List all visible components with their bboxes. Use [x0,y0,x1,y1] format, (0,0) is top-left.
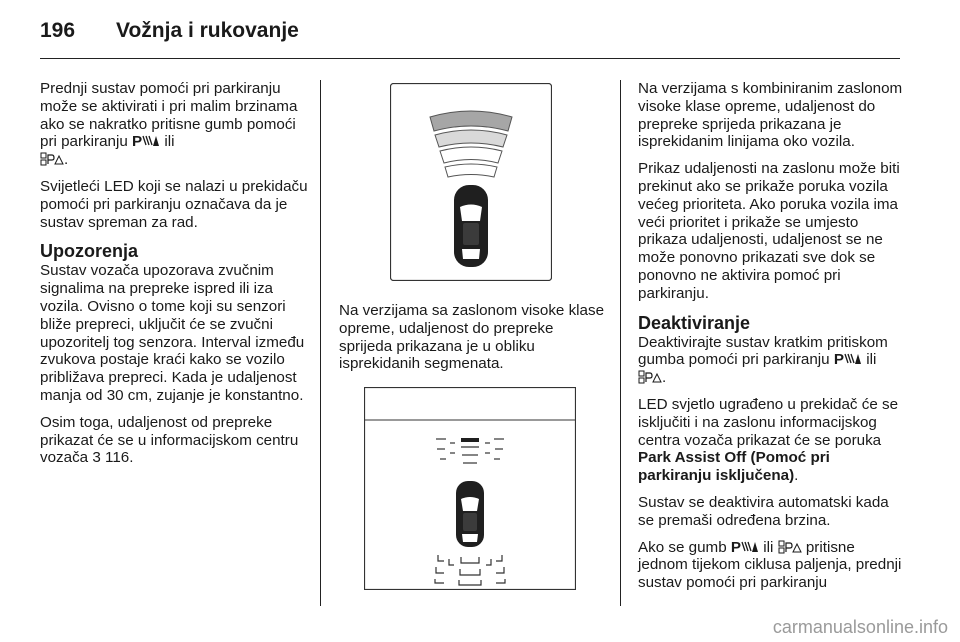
park-assist-alt-button-icon [638,369,662,386]
paragraph-priority: Prikaz udaljenosti na zaslonu može biti prekinut ako se prikaže poruka vozila većeg prioriteta. Ako poruka vozila ima veći prioritet i prikaže se umjesto prikaza udaljenosti, udaljenost se ne može ponovno prikazati sve dok se ponovno ne aktivira pomoć pri parkiranju. [638,160,900,302]
paragraph-auto-deactivate: Sustav se deaktivira automatski kada se premaši određena brzina. [638,493,889,529]
column-divider-2 [620,80,621,606]
figure-caption: Na verzijama sa zaslonom visoke klase opreme, udaljenost do prepreke sprijeda prikazana je u obliku isprekidanih segmenata. [339,302,605,373]
page-reference-link[interactable]: 3 116. [92,449,134,467]
figure-segment-display [390,83,552,286]
message-park-assist-off: Park Assist Off (Pomoć pri parkiranju isključena) [638,449,830,485]
column-2 [339,302,607,382]
column-3 [638,80,904,601]
header-rule [40,58,900,59]
paragraph-activation: Prednji sustav pomoći pri parkiranju može se aktivirati i pri malim brzinama ako se nakratko pritisne gumb pomoći pri parkiranju P ili . [40,80,298,169]
paragraph-warnings: Sustav vozača upozorava zvučnim signalima na prepreke ispred ili iza vozila. Ovisno o tome koji su senzori bliže prepreci, uključit će se zvučni upozoritelj tog senzora. Interval između zvukova postaje kraći kako se vozilo približava prepreci. Kada je udaljenost manja od 30 cm, zujanje je konstantno. [40,262,305,404]
paragraph-deactivate: Deaktivirajte sustav kratkim pritiskom gumba pomoći pri parkiranju P ili . [638,333,888,387]
page-number: 196 [40,19,76,42]
park-assist-button-icon: P [132,133,160,150]
park-assist-button-icon: P [834,351,862,368]
paragraph-press-once: Ako se gumb P ili pritisne jednom tijekom ciklusa paljenja, prednji sustav pomoći pri parkiranju [638,538,902,592]
watermark: carmanualsonline.info [772,617,948,637]
paragraph-led: Svijetleći LED koji se nalazi u prekidaču pomoći pri parkiranju označava da je sustav spreman za rad. [40,177,308,231]
heading-deactivation: Deaktiviranje [638,312,751,333]
park-assist-button-icon: P [731,539,759,556]
column-divider-1 [320,80,321,606]
paragraph-distance: Osim toga, udaljenost od prepreke prikazat će se u informacijskom centru vozača 3 116. [40,413,299,467]
page-title: Vožnja i rukovanje [116,19,299,42]
park-assist-alt-button-icon [40,151,64,168]
figure-combined-display [364,387,576,595]
heading-warnings: Upozorenja [40,241,139,262]
park-assist-alt-button-icon [778,539,802,556]
column-1 [40,80,310,476]
paragraph-combined-display: Na verzijama s kombiniranim zaslonom visoke klase opreme, udaljenost do prepreke sprijeda prikazana je isprekidanim linijama oko vozila. [638,80,903,151]
paragraph-led-off: LED svjetlo ugrađeno u prekidač će se isključiti i na zaslonu informacijskog centra vozača prikazat će se poruka Park Assist Off (Pomoć pri parkiranju isključena). [638,395,899,485]
page-header [40,19,299,43]
